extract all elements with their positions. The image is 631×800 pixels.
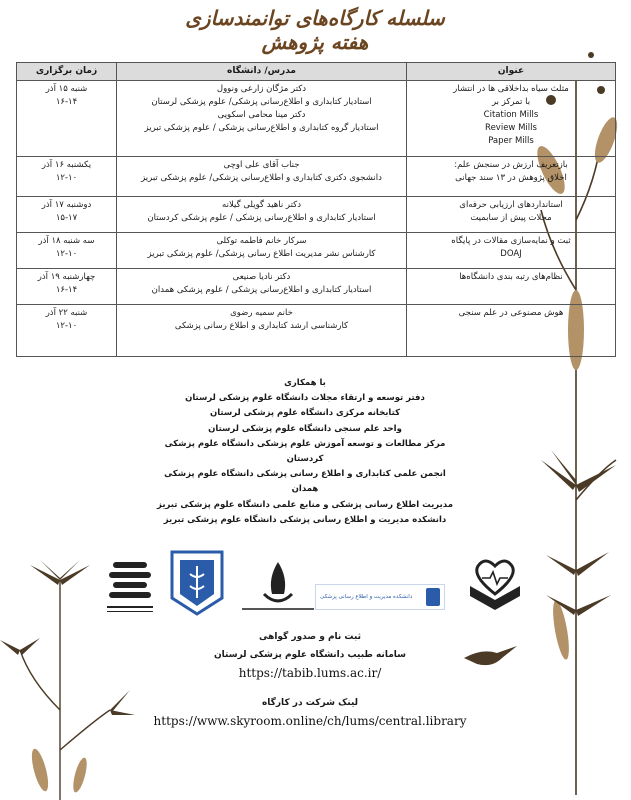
topic-line: بازتعریف ارزش در سنجش علم: [454, 160, 568, 170]
hours-text: ۱۲-۱۰ [55, 249, 78, 259]
university-logo-3 [238, 558, 318, 618]
topic-line: استانداردهای ارزیابی حرفه‌ای [459, 200, 563, 210]
date-text: دوشنبه ۱۷ آذر [41, 200, 92, 210]
table-row [17, 305, 616, 357]
collaborator-item: مدیریت اطلاع رسانی پزشکی و منابع علمی دانشگاه علوم پزشکی تبریز [157, 499, 453, 510]
instructor-line: استادیار کتابداری و اطلاع‌رسانی پزشکی/ علوم پزشکی لرستان [151, 97, 372, 107]
instructor-line: دکتر نادیا صنیعی [232, 272, 291, 282]
table-row [17, 197, 616, 233]
instructor-cell [117, 269, 407, 305]
collaborator-item: انجمن علمی کتابداری و اطلاع رسانی پزشکی دانشگاه علوم پزشکی همدان [164, 469, 446, 495]
instructor-line: کارشناس نشر مدیریت اطلاع رسانی پزشکی/ علوم پزشکی تبریز [147, 249, 376, 259]
topic-cell [407, 157, 616, 197]
instructor-line: کارشناسی ارشد کتابداری و اطلاع رسانی پزشکی [174, 321, 349, 331]
topic-ltr-line: Citation Mills [483, 110, 539, 120]
instructor-cell [117, 233, 407, 269]
school-logo-banner [315, 584, 445, 610]
partner-logos [100, 548, 530, 618]
topic-line: نظام‌های رتبه بندی دانشگاه‌ها [459, 272, 563, 282]
time-cell [17, 233, 117, 269]
instructor-line: دکتر ناهید گویلی گیلانه [222, 200, 301, 210]
date-text: سه شنبه ۱۸ آذر [38, 236, 95, 246]
topic-ltr-line: Paper Mills [488, 136, 534, 146]
university-logo-2 [166, 548, 228, 618]
instructor-line: خانم سمیه رضوی [230, 308, 293, 318]
topic-cell [407, 81, 616, 157]
instructor-cell [117, 197, 407, 233]
registration-section [150, 628, 470, 730]
topic-line: با تمرکز بر [491, 97, 531, 107]
topic-line: مجلات پیش از سابمیت [470, 213, 552, 223]
registration-link[interactable]: https://tabib.lums.ac.ir/ [238, 666, 382, 680]
time-cell [17, 269, 117, 305]
registration-system: سامانه طبیب دانشگاه علوم پزشکی لرستان [214, 650, 406, 660]
table-header-row [17, 63, 616, 81]
topic-cell [407, 305, 616, 357]
instructor-cell [117, 305, 407, 357]
workshop-schedule-table [16, 62, 616, 357]
time-cell [17, 197, 117, 233]
date-text: چهارشنبه ۱۹ آذر [37, 272, 96, 282]
instructor-cell [117, 81, 407, 157]
date-text: یکشنبه ۱۶ آذر [41, 160, 92, 170]
table-row [17, 157, 616, 197]
collaboration-heading: با همکاری [284, 378, 326, 388]
instructor-line: استادیار گروه کتابداری و اطلاع‌رسانی پزشکی / علوم پزشکی تبریز [144, 123, 379, 133]
collaboration-section [150, 376, 460, 528]
time-cell [17, 157, 117, 197]
workshop-link[interactable]: https://www.skyroom.online/ch/lums/central.library [153, 714, 467, 728]
topic-ltr-line: DOAJ [500, 249, 522, 259]
association-logo-5 [460, 556, 530, 616]
date-text: شنبه ۱۵ آذر [45, 84, 88, 94]
time-cell [17, 81, 117, 157]
school-logo-icon [426, 588, 440, 606]
topic-line: مثلث سیاه بداخلاقی ها در انتشار [453, 84, 569, 94]
bird-decoration [462, 638, 522, 678]
instructor-cell [117, 157, 407, 197]
instructor-line: دکتر مژگان زارعی ونوول [216, 84, 307, 94]
instructor-line: دکتر مینا محامی اسکویی [217, 110, 306, 120]
topic-line: اخلاق پژوهش در ۱۳ سند جهانی [455, 173, 567, 183]
instructor-line: استادیار کتابداری و اطلاع‌رسانی پزشکی / علوم پزشکی کردستان [147, 213, 376, 223]
collaborator-item: کتابخانه مرکزی دانشگاه علوم پزشکی لرستان [209, 408, 401, 419]
collaborator-item: واحد علم سنجی دانشگاه علوم پزشکی لرستان [208, 423, 402, 434]
date-text: شنبه ۲۲ آذر [45, 308, 88, 318]
table-row [17, 81, 616, 157]
topic-cell [407, 197, 616, 233]
page-title: سلسله کارگاه‌های توانمندسازی هفته پژوهش [185, 6, 445, 54]
table-row [17, 233, 616, 269]
instructor-line: دانشجوی دکتری کتابداری و اطلاع‌رسانی پزشکی/ علوم پزشکی تبریز [141, 173, 382, 183]
workshop-link-label: لینک شرکت در کارگاه [261, 698, 359, 708]
topic-ltr-line: Review Mills [485, 123, 537, 133]
collaborator-item: دانشکده مدیریت و اطلاع رسانی پزشکی دانشگاه علوم پزشکی تبریز [163, 514, 447, 525]
collaborator-item: مرکز مطالعات و توسعه آموزش علوم پزشکی دانشگاه علوم پزشکی کردستان [164, 438, 446, 465]
header-time: زمان برگزاری [17, 63, 117, 81]
school-logo-text: دانشکده مدیریت و اطلاع رسانی پزشکی [320, 594, 413, 600]
topic-cell [407, 233, 616, 269]
topic-cell [407, 269, 616, 305]
collaborator-item: دفتر توسعه و ارتقاء مجلات دانشگاه علوم پزشکی لرستان [185, 393, 425, 404]
hours-text: ۱۶-۱۴ [55, 97, 78, 107]
emblem-logo-1 [105, 554, 155, 616]
instructor-line: استادیار کتابداری و اطلاع‌رسانی پزشکی / علوم پزشکی همدان [151, 285, 372, 295]
registration-label: ثبت نام و صدور گواهی [258, 632, 362, 642]
time-cell [17, 305, 117, 357]
topic-line: هوش مصنوعی در علم سنجی [458, 308, 564, 318]
header-instructor: مدرس/ دانشگاه [117, 63, 407, 81]
topic-line: ثبت و نمایه‌سازی مقالات در پایگاه [451, 236, 571, 246]
hours-text: ۱۵-۱۷ [55, 213, 78, 223]
instructor-line: جناب آقای علی اوچی [223, 160, 300, 170]
header-topic: عنوان [407, 63, 616, 81]
hours-text: ۱۲-۱۰ [55, 173, 78, 183]
instructor-line: سرکار خانم فاطمه توکلی [216, 236, 307, 246]
hours-text: ۱۲-۱۰ [55, 321, 78, 331]
table-row [17, 269, 616, 305]
hours-text: ۱۶-۱۴ [55, 285, 78, 295]
